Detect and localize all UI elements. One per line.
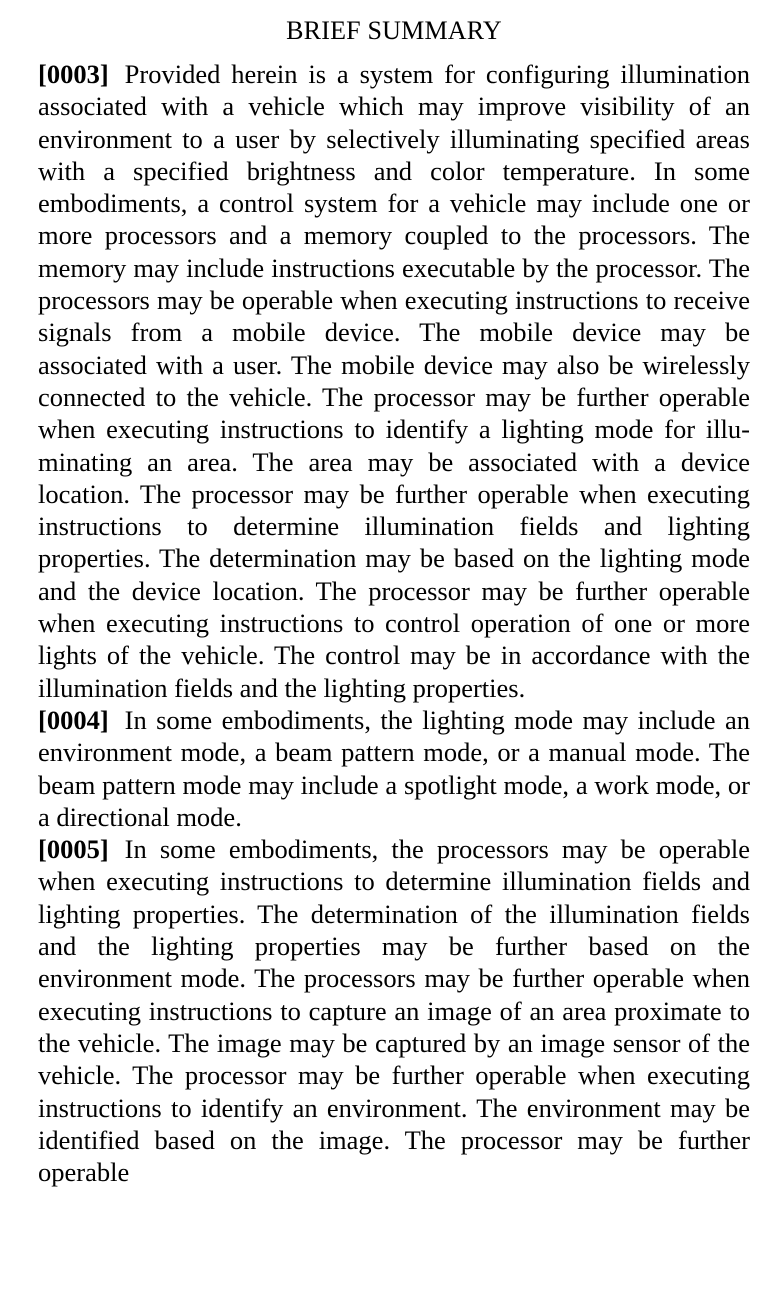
document-page [38,14,750,1188]
paragraph-text: In some embodiments, the lighting mode may include an environment mode, a beam pattern mode, or a manual mode. The beam pattern mode may include a spotlight mode, a work mode, or a directional mode. [38,704,750,832]
paragraph-number: [0004] [38,704,109,735]
paragraph-text: In some embodiments, the processors may be operable when executing instructions to determine illumination fields and lighting properties. The determination of the illumination fields and the lighting properties may be further based on the environment mode. The processors may be further operable when executing instructions to capture an image of an area proximate to the vehicle. The image may be captured by an image sensor of the vehicle. The processor may be further operable when executing instructions to identify an environment. The environment may be identified based on the image. The processor may be further operable [38,834,750,1188]
paragraph-0003 [38,58,750,704]
paragraph-0004 [38,704,750,833]
section-heading: BRIEF SUMMARY [286,16,502,45]
paragraph-0005 [38,833,750,1188]
paragraph-text: Provided herein is a system for configuring illumination associated with a vehicle which may improve visibility of an environment to a user by selectively illuminating specified areas with a specified brightness and color temperature. In some embodiments, a control system for a vehicle may include one or more processors and a memory coupled to the processors. The memory may include instructions executable by the processor. The processors may be operable when executing instructions to receive signals from a mobile device. The mobile device may be associated with a user. The mobile device may also be wirelessly connected to the vehicle. The processor may be further operable when executing instructions to identify a lighting mode for illuminating an area. The area may be associated with a device location. The processor may be further operable when executing instructions to determine illumination fields and lighting properties. The determination may be based on the lighting mode and the device location. The processor may be further operable when executing instructions to control operation of one or more lights of the vehicle. The control may be in accordance with the illumination fields and the lighting properties. [38,59,750,703]
paragraph-number: [0003] [38,59,109,89]
paragraph-number: [0005] [38,834,109,865]
